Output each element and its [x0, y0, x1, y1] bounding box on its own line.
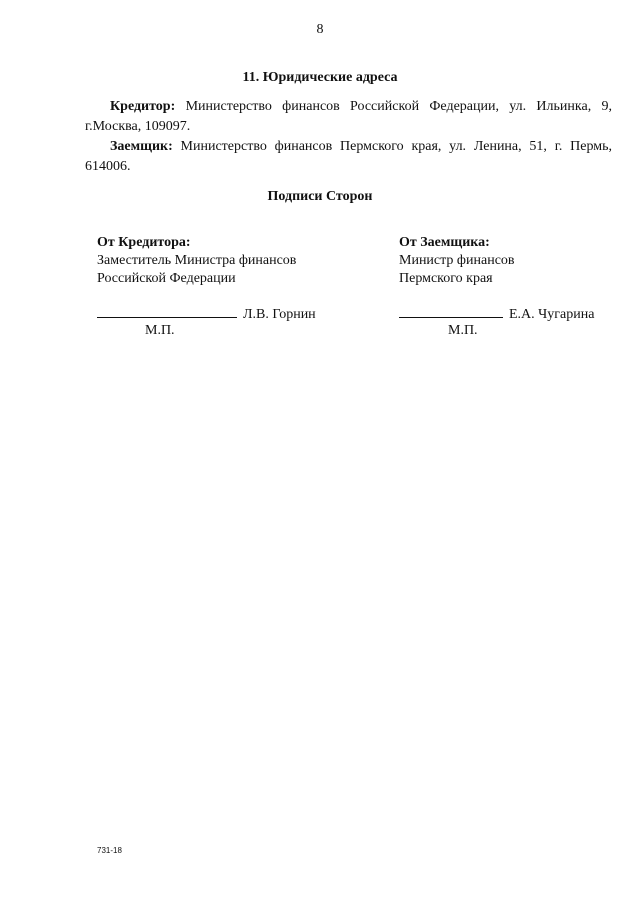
page-number: 8 — [316, 22, 324, 37]
signatures-title: Подписи Сторон — [267, 189, 373, 204]
borrower-signature-line-row — [399, 305, 594, 323]
creditor-party-heading: От Кредитора: — [97, 235, 191, 250]
borrower-address-text: Министерство финансов Пермского края, ул. Ленина, 51, г. Пермь, — [180, 139, 612, 154]
borrower-stamp-place: М.П. — [448, 323, 478, 338]
borrower-signature-blank — [399, 305, 503, 318]
creditor-signature-line-row — [97, 305, 316, 323]
creditor-address-paragraph — [85, 97, 612, 137]
borrower-address-paragraph — [85, 137, 612, 177]
borrower-party-heading: От Заемщика: — [399, 235, 490, 250]
section-title-legal-addresses: 11. Юридические адреса — [242, 70, 398, 85]
creditor-signature-block — [97, 234, 337, 288]
creditor-address-line-1 — [85, 97, 612, 117]
creditor-stamp-place: М.П. — [145, 323, 175, 338]
borrower-address-line-2: 614006. — [85, 159, 131, 174]
borrower-role-line-2: Пермского края — [399, 271, 493, 286]
borrower-signature-block — [399, 234, 614, 288]
creditor-role-line-2: Российской Федерации — [97, 271, 236, 286]
creditor-signatory-name: Л.В. Горнин — [243, 307, 316, 322]
creditor-signature-blank — [97, 305, 237, 318]
document-code: 731-18 — [97, 846, 122, 855]
creditor-label: Кредитор: — [110, 99, 176, 114]
creditor-address-line-2: г.Москва, 109097. — [85, 119, 191, 134]
borrower-signatory-name: Е.А. Чугарина — [509, 307, 595, 322]
borrower-label: Заемщик: — [110, 139, 173, 154]
creditor-role-line-1: Заместитель Министра финансов — [97, 253, 297, 268]
borrower-role-line-1: Министр финансов — [399, 253, 515, 268]
creditor-address-text: Министерство финансов Российской Федерации, ул. Ильинка, 9, — [185, 99, 612, 114]
borrower-address-line-1 — [85, 137, 612, 157]
